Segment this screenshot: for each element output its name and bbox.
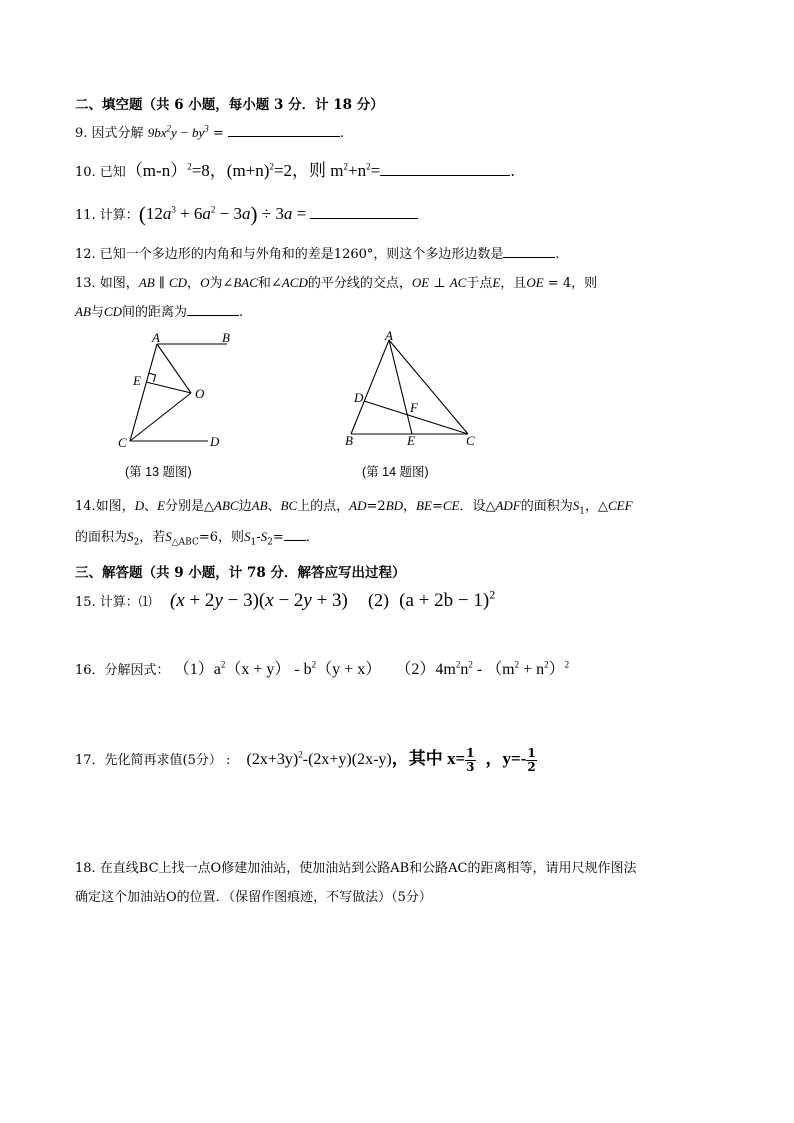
figure-13-diagram [110, 330, 250, 455]
fig14-label-a: A [385, 330, 393, 343]
fig14-label-d: D [354, 390, 364, 405]
q12-answer-blank[interactable] [503, 245, 555, 258]
fig13-label-e: E [133, 373, 141, 388]
fig13-label-b: B [222, 330, 230, 345]
figure-14-caption: (第 14 题图) [362, 465, 429, 479]
fig13-label-a: A [152, 330, 160, 345]
figure-14-diagram [340, 330, 480, 455]
question-14-line1: 14.如图，D、E分别是△ABC边AB、BC上的点，AD=2BD，BE=CE．设△ADF的面积为$S_1$，△CEF [75, 498, 633, 517]
question-11: 11. 计算：$(12a^3 + 6a^2 - 3a) \div 3a$ = [75, 205, 418, 225]
question-13-line1: 13. 如图，AB ∥ CD，O为∠BAC和∠ACD的平分线的交点，OE ⊥ AC于点E，且OE = 4，则 [75, 275, 598, 291]
fig13-label-o: O [195, 386, 205, 401]
question-12: 12. 已知一个多边形的内角和与外角和的差是1260°，则这个多边形边数是 . [75, 247, 560, 262]
question-10: 10. 已知$(m-n)^2=8$，$(m+n)^2=2$，则 $m^2+n^2=$ . [75, 161, 515, 180]
question-16: 16．分解因式： $(1)a^2(x + y) - b^2(y + x)$ $(2)4m^2n^2 - (m^2 + n^2)^2$ [75, 659, 570, 678]
q13-answer-blank[interactable] [187, 303, 239, 316]
q14-answer-blank[interactable] [284, 528, 306, 541]
q9-prefix: 9. 因式分解 [75, 126, 144, 141]
figure-13-caption: (第 13 题图) [125, 465, 192, 479]
fig14-label-e: E [407, 433, 415, 448]
fig14-label-b: B [345, 433, 353, 448]
fig13-label-d: D [210, 434, 220, 449]
q17-x-fraction: $\frac{1}{3}$ [466, 746, 475, 774]
section-3-title: 三、解答题（共 9 小题，计 78 分．解答应写出过程） [75, 565, 406, 581]
q9-answer-blank[interactable] [228, 124, 340, 137]
question-18-line2: 确定这个加油站O的位置．（保留作图痕迹，不写做法）（5分） [75, 890, 432, 905]
q17-y-fraction: $\frac{1}{2}$ [527, 746, 536, 774]
question-18-line1: 18. 在直线BC上找一点O修建加油站，使加油站到公路AB和公路AC的距离相等，请用尺规作图法 [75, 861, 637, 876]
question-9: 9. 因式分解 $9bx^2y - by^3$ = . [75, 123, 345, 141]
question-15: 15. 计算：⑴ (x + 2y − 3)(x − 2y + 3) (2) $(a + 2b - 1)^2$ [75, 587, 496, 611]
question-13-line2: AB与CD间的距离为 . [75, 304, 244, 320]
fig14-label-c: C [466, 433, 475, 448]
fig14-label-f: F [410, 400, 418, 415]
question-17: 17．先化简再求值(5分） : $(2x+3y)^2-(2x+y)(2x-y)$，其中 x= $\frac{1}{3}$ ，y=- $\frac{1}{2}$ [75, 746, 536, 774]
fig13-label-c: C [118, 435, 127, 450]
q11-answer-blank[interactable] [310, 206, 418, 219]
q10-answer-blank[interactable] [380, 163, 510, 176]
section-2-title: 二、填空题（共 6 小题，每小题 3 分．计 18 分） [75, 97, 384, 113]
question-14-line2: 的面积为$S_2$，若$S_{\triangle ABC}=6$，则$S_1-S_2=$ ． [75, 529, 319, 548]
